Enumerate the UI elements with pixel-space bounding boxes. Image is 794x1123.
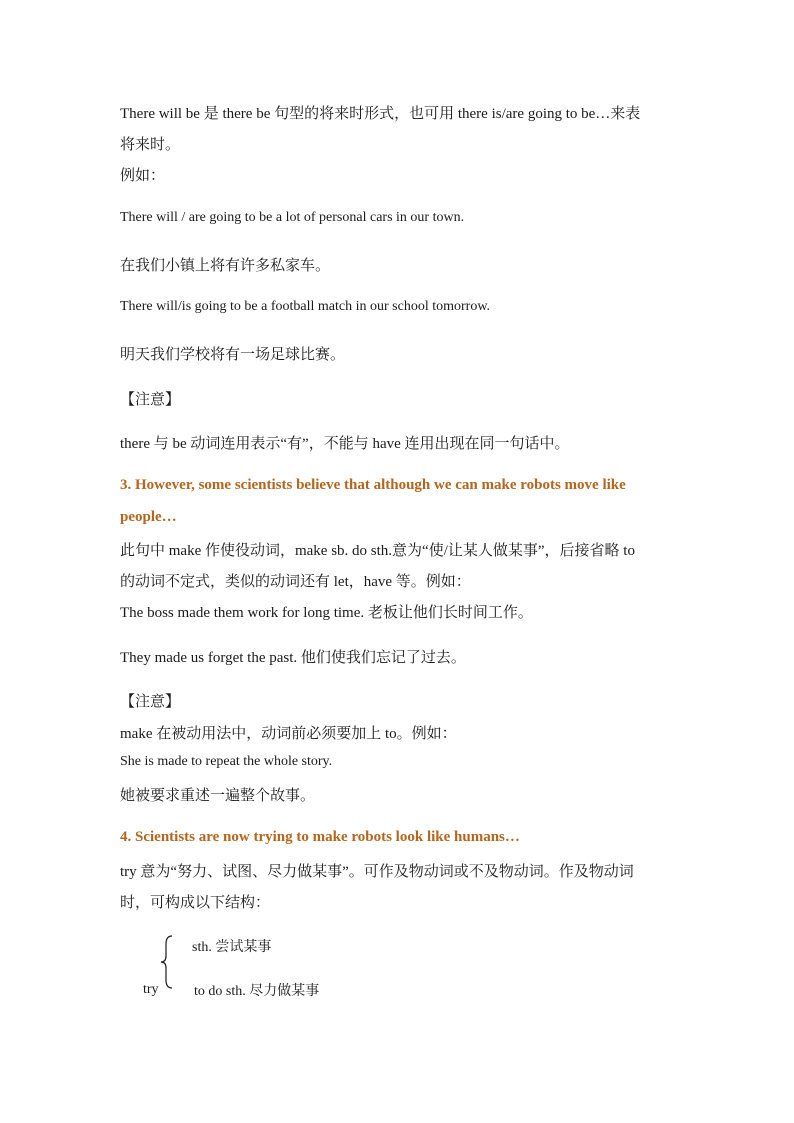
example-5-cn: 她被要求重述一遍整个故事。 [120,788,316,804]
note-2-label: 【注意】 [120,694,181,710]
example-4: They made us forget the past. 他们使我们忘记了过去。 [120,650,466,666]
section-3-text-line-1: 此句中 make 作使役动词，make sb. do sth.意为“使/让某人做某事”，后接省略 to [120,543,635,559]
structure-verb-try: try [143,982,159,997]
left-brace-icon [158,934,176,990]
example-2-en: There will/is going to be a football match in our school tomorrow. [120,299,491,314]
section-4-text-line-2: 时，可构成以下结构： [120,895,271,911]
intro-line-2: 将来时。 [120,137,181,153]
example-2-cn: 明天我们学校将有一场足球比赛。 [120,347,346,363]
section-4-heading: 4. Scientists are now trying to make robots look like humans… [120,829,520,845]
example-1-cn: 在我们小镇上将有许多私家车。 [120,258,331,274]
section-3-text-line-2: 的动词不定式，类似的动词还有 let，have 等。例如： [120,574,471,590]
note-1-text: there 与 be 动词连用表示“有”，不能与 have 连用出现在同一句话中。 [120,436,570,452]
example-3: The boss made them work for long time. 老板让他们长时间工作。 [120,605,533,621]
section-3-heading-line-2: people… [120,509,177,525]
note-2-text: make 在被动用法中，动词前必须要加上 to。例如： [120,726,457,742]
section-4-text-line-1: try 意为“努力、试图、尽力做某事”。可作及物动词或不及物动词。作及物动词 [120,864,634,880]
example-1-en: There will / are going to be a lot of personal cars in our town. [120,210,465,225]
note-1-label: 【注意】 [120,392,181,408]
structure-option-2: to do sth. 尽力做某事 [194,984,320,999]
structure-option-1: sth. 尝试某事 [192,940,272,955]
example-5-en: She is made to repeat the whole story. [120,754,333,769]
intro-line-1: There will be 是 there be 句型的将来时形式，也可用 there is/are going to be…来表 [120,106,641,122]
section-3-heading-line-1: 3. However, some scientists believe that although we can make robots move like [120,477,626,493]
intro-line-3: 例如： [120,168,166,184]
